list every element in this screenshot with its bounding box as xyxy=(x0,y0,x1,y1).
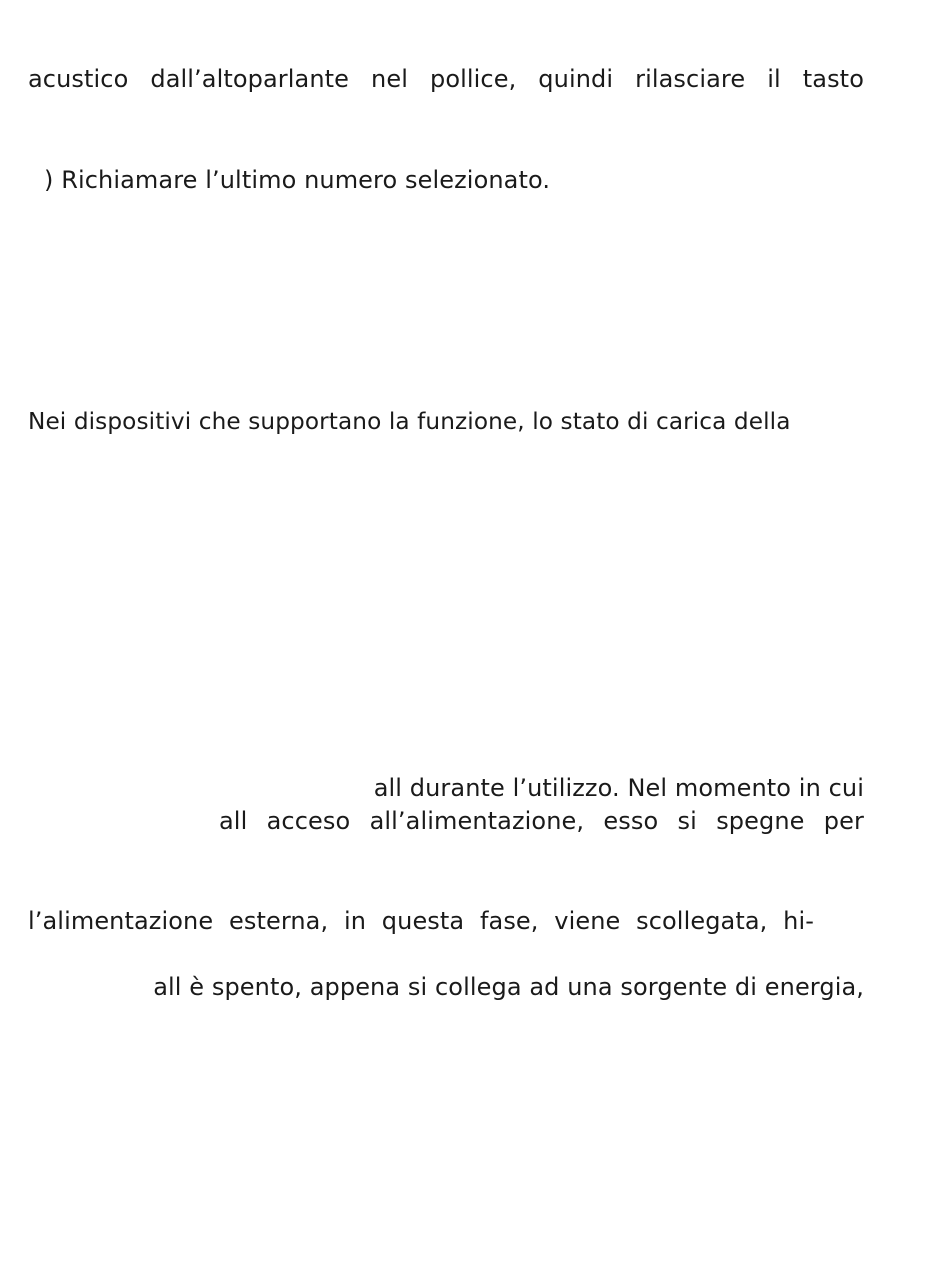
word: acceso xyxy=(266,807,351,835)
word: hi- xyxy=(783,907,814,935)
text-line-4: all durante l’utilizzo. Nel momento in cui xyxy=(373,774,864,802)
word: dall’altoparlante xyxy=(150,65,350,93)
text-line-3: Nei dispositivi che supportano la funzione, lo stato di carica della xyxy=(28,408,791,435)
word: nel xyxy=(371,65,408,93)
text-line-7: all è spento, appena si collega ad una sorgente di energia, xyxy=(153,973,864,1001)
text-line-6 xyxy=(28,906,814,936)
word: in xyxy=(343,907,367,935)
word: pollice, xyxy=(429,65,517,93)
word: il xyxy=(767,65,781,93)
word: tasto xyxy=(802,65,864,93)
word: all’alimentazione, xyxy=(369,807,585,835)
text-line-2: ) Richiamare l’ultimo numero selezionato. xyxy=(44,166,551,194)
word: quindi xyxy=(538,65,614,93)
word: all xyxy=(219,807,248,835)
text-line-5 xyxy=(219,806,864,836)
text-line-1 xyxy=(28,64,864,94)
word: rilasciare xyxy=(635,65,746,93)
word: acustico xyxy=(28,65,129,93)
word: per xyxy=(823,807,864,835)
word: spegne xyxy=(716,807,805,835)
word: l’alimentazione xyxy=(28,907,214,935)
word: viene xyxy=(554,907,621,935)
word: esterna, xyxy=(228,907,329,935)
word: fase, xyxy=(479,907,539,935)
word: scollegata, xyxy=(636,907,768,935)
word: si xyxy=(677,807,697,835)
word: questa xyxy=(381,907,465,935)
word: esso xyxy=(603,807,659,835)
